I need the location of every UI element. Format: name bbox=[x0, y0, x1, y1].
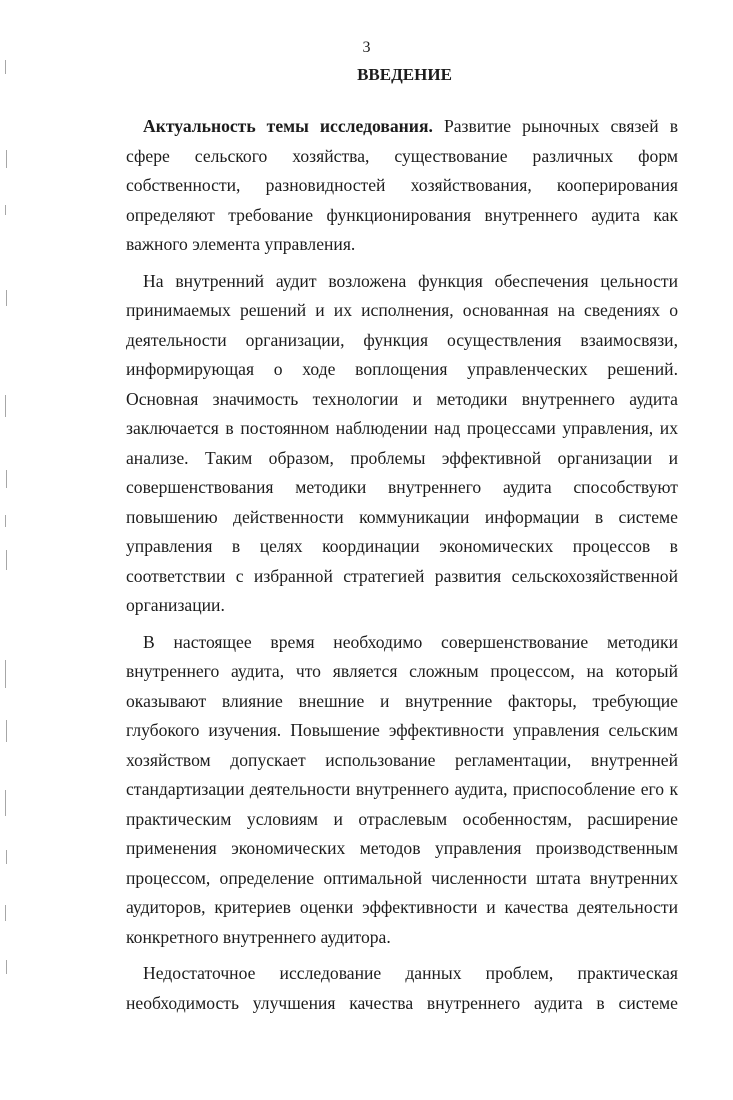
page-number: 3 bbox=[362, 39, 371, 56]
paragraph-lead: Актуальность темы исследования. bbox=[143, 116, 433, 136]
paragraph-2: На внутренний аудит возложена функция обеспечения цельности принимаемых решений и их исполнения, основанная на сведениях о деятельности организации, функция осуществления взаимосвязи, информирующая о ходе воплощения управленческих решений. Основная значимость технологии и методики внутреннего аудита заключается в постоянном наблюдении над процессами управления, их анализе. Таким образом, проблемы эффективной организации и совершенствования методики внутреннего аудита способствуют повышению действенности коммуникации информации в системе управления в целях координации экономических процессов в соответствии с избранной стратегией развития сельскохозяйственной организации. bbox=[126, 270, 678, 615]
section-heading: ВВЕДЕНИЕ bbox=[357, 65, 452, 84]
body-text bbox=[126, 112, 678, 1025]
paragraph-text: Развитие рыночных связей в сфере сельского хозяйства, существование различных форм собственности, разновидностей хозяйствования, кооперирования определяют требование функционирования внутреннего аудита как важного элемента управления. bbox=[126, 116, 678, 254]
paragraph-4: Недостаточное исследование данных проблем, практическая необходимость улучшения качества внутреннего аудита в системе bbox=[126, 963, 678, 1013]
paragraph-3: В настоящее время необходимо совершенствование методики внутреннего аудита, что является сложным процессом, на который оказывают влияние внешние и внутренние факторы, требующие глубокого изучения. Повышение эффективности управления сельским хозяйством допускает использование регламентации, внутренней стандартизации деятельности внутреннего аудита, приспособление его к практическим условиям и отраслевым особенностям, расширение применения экономических методов управления производственным процессом, определение оптимальной численности штата внутренних аудиторов, критериев оценки эффективности и качества деятельности конкретного внутреннего аудитора. bbox=[126, 631, 678, 947]
paragraph-1 bbox=[126, 112, 678, 260]
scan-edge-marks bbox=[0, 0, 14, 1100]
